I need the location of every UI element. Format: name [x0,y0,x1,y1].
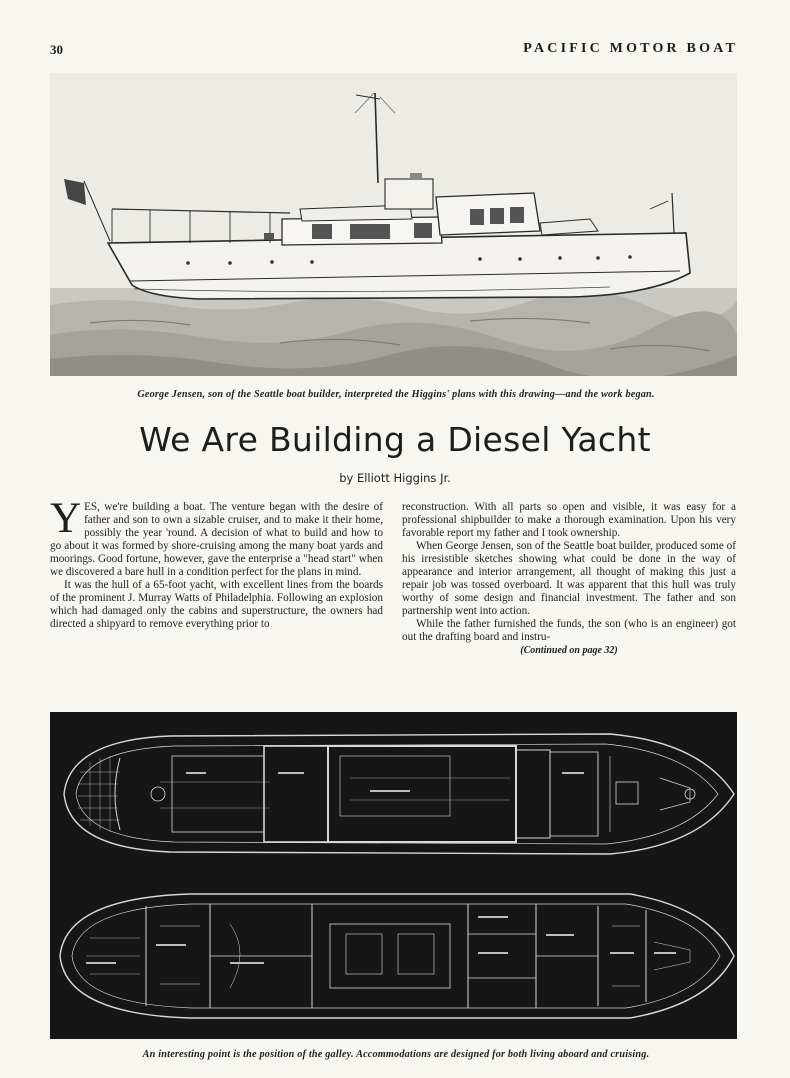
article-left-column [50,495,383,631]
continued-note: (Continued on page 32) [520,645,618,656]
plans-caption: An interesting point is the position of the galley. Accommodations are designed for both living aboard and cruising. [142,1049,650,1060]
running-title: PACIFIC MOTOR BOAT [523,41,738,56]
article-paragraph: It was the hull of a 65-foot yacht, with excellent lines from the boards of the prominent J. Murray Watts of Philadelphia. Following an explosion which had damaged only the cabins and superstructure, the owners had directed a shipyard to remove everything prior to [50,579,383,630]
article-paragraph: reconstruction. With all parts so open and visible, it was easy for a professional shipbuilder to make a thorough examination. Upon his very favorable report my father and I took ownership. [402,501,736,539]
article-paragraph: When George Jensen, son of the Seattle boat builder, produced some of his irresistible sketches showing what could be done in the way of appearance and interior arrangement, all thought of making this just a repair job was tossed overboard. It was apparent that this hull was truly worthy of some design and financial investment. The father and son partnership went into action. [402,540,736,617]
article-paragraph [50,495,383,579]
illustration-caption: George Jensen, son of the Seattle boat builder, interpreted the Higgins' plans with this drawing—and the work began. [137,389,655,400]
article-title: We Are Building a Diesel Yacht [139,420,651,459]
deck-plans-blueprint [50,712,737,1039]
article-paragraph: While the father furnished the funds, the son (who is an engineer) got out the drafting board and instru- [402,618,736,643]
page-number: 30 [50,42,63,57]
paragraph-text: ES, we're building a boat. The venture began with the desire of father and son to own a sizable cruiser, and to make it their home, possibly the year 'round. A decision of what to build and how to go about it was formed by shore-cruising among the many boat yards and moorings. Good fortune, however, gave the enterprise a "head start" when we discovered a bare hull in a condition perfect for the plans in mind. [50,501,383,578]
drop-cap: Y [50,495,82,542]
article-right-column [402,501,736,656]
article-byline: by Elliott Higgins Jr. [339,471,451,485]
yacht-drawing [50,73,737,376]
